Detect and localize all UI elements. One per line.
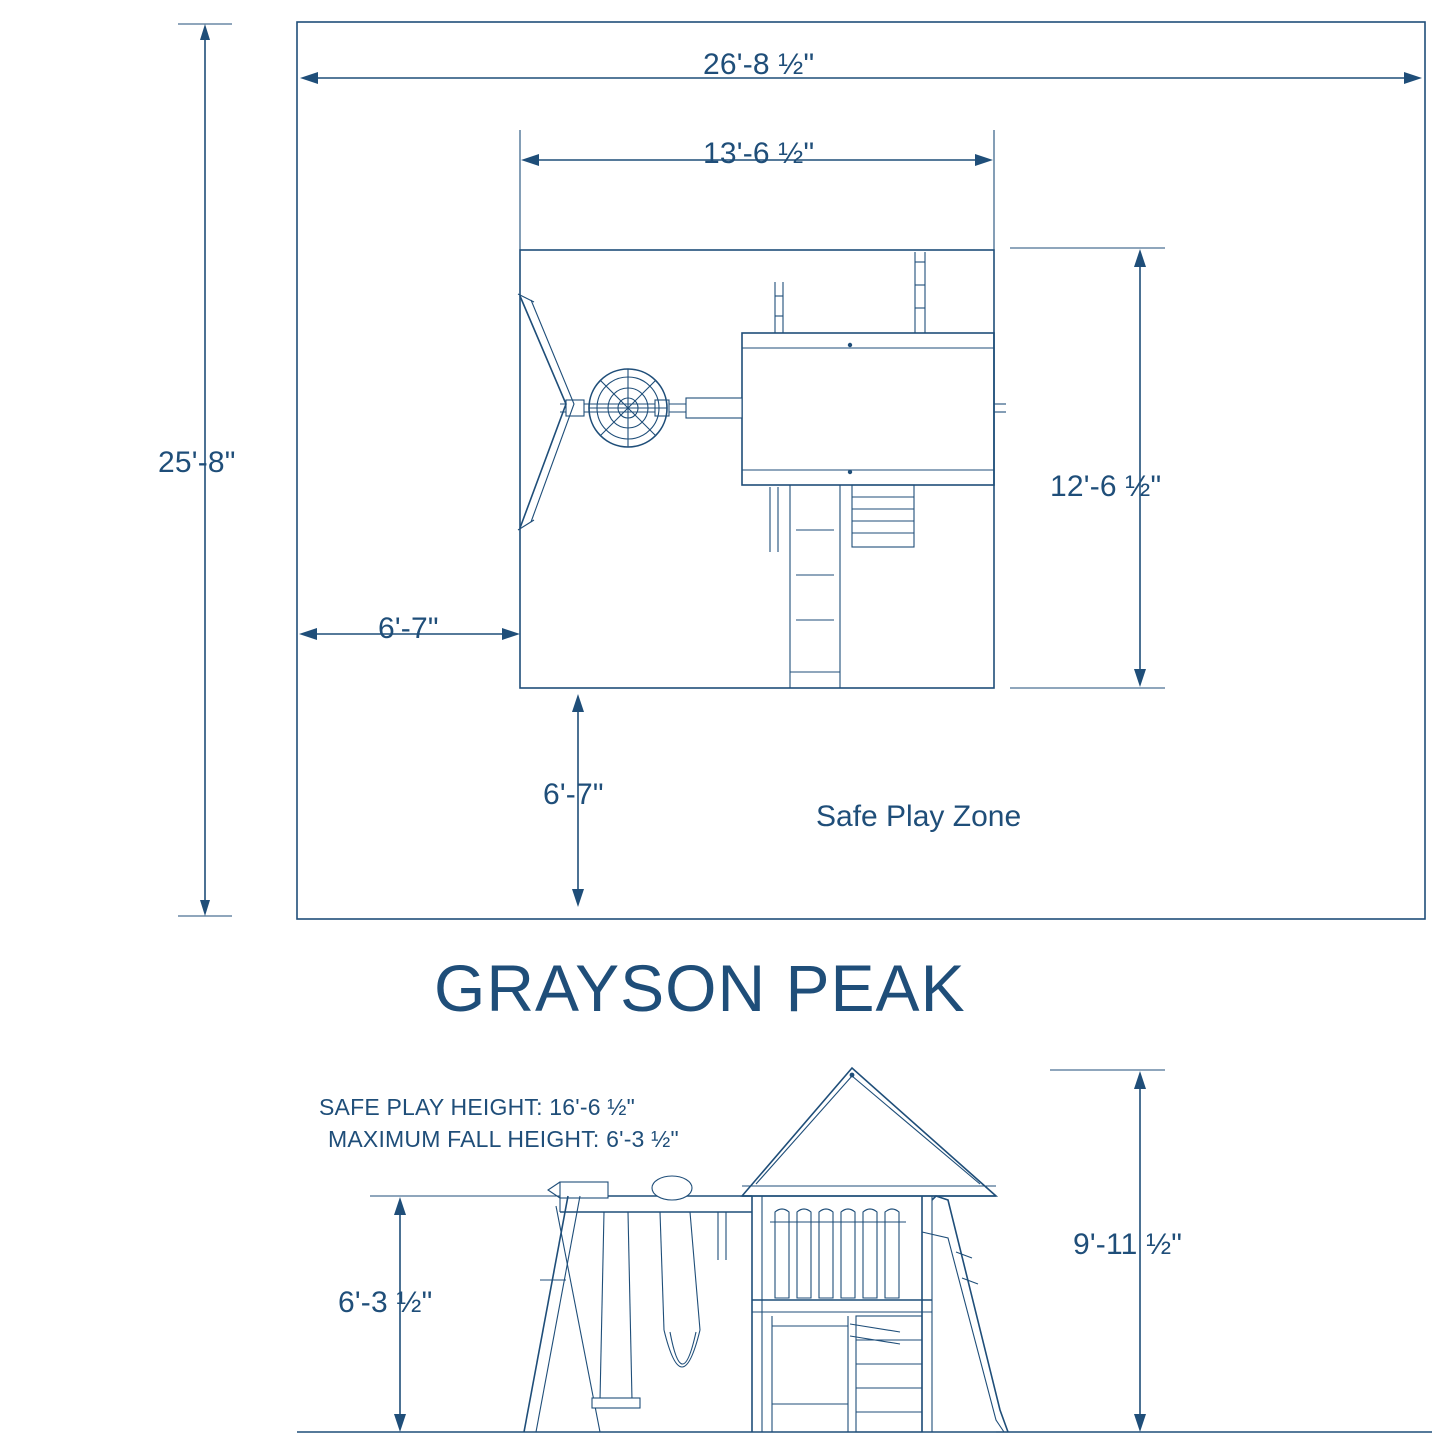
dim-structure-height: 12'-6 ½" — [1050, 470, 1162, 503]
note-maximum-fall-height: MAXIMUM FALL HEIGHT: 6'-3 ½" — [328, 1126, 679, 1152]
dim-elevation-overall-height: 9'-11 ½" — [1073, 1228, 1183, 1261]
note-safe-play-height: SAFE PLAY HEIGHT: 16'-6 ½" — [319, 1094, 636, 1120]
dim-left-clearance: 6'-7" — [378, 612, 439, 645]
dim-structure-width: 13'-6 ½" — [703, 137, 815, 170]
dim-fall-height: 6'-3 ½" — [338, 1286, 433, 1319]
dim-overall-width: 26'-8 ½" — [703, 48, 815, 81]
page-title: GRAYSON PEAK — [434, 951, 966, 1025]
safe-play-zone-label: Safe Play Zone — [816, 800, 1022, 833]
dim-overall-height: 25'-8" — [158, 446, 236, 479]
dim-bottom-clearance: 6'-7" — [543, 778, 604, 811]
